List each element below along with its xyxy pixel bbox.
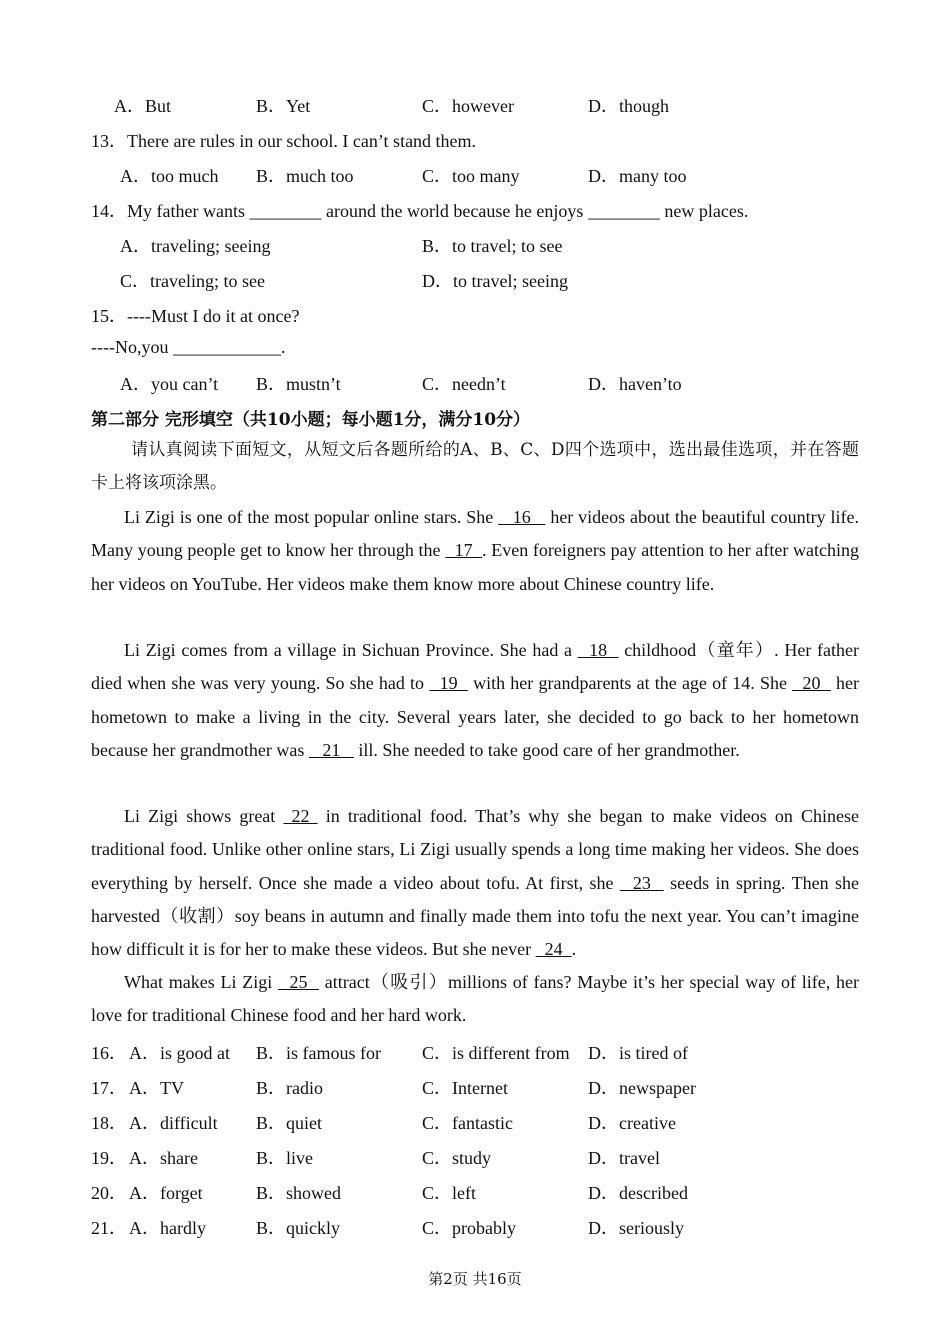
cloze-17-number: 17．: [91, 1078, 127, 1098]
cloze-20-number: 20．: [91, 1183, 127, 1203]
q12-option-a: A．But: [114, 96, 172, 116]
blank-24: 24: [535, 939, 572, 960]
cloze-16-number: 16．: [91, 1043, 127, 1063]
q12-option-c: C．however: [422, 96, 514, 116]
cloze-16-option-a: A．is good at: [129, 1043, 230, 1063]
q12-option-d: D．though: [588, 96, 669, 116]
cloze-21-number: 21．: [91, 1218, 127, 1238]
section-title: 第二部分 完形填空（共10小题；每小题1分，满分10分）: [91, 410, 531, 430]
cloze-21-option-c: C．probably: [422, 1218, 516, 1238]
cloze-20-option-a: A．forget: [129, 1183, 203, 1203]
cloze-19-option-a: A．share: [129, 1148, 198, 1168]
blank-22: 22: [283, 806, 318, 826]
passage-paragraph-2: Li Zigi comes from a village in Sichuan Province. She had a 18 childhood（童年）. Her father died when she was very young. So she had to 19 with her grandparents at the age of 14. She 20 her hometown to make a living in the city. Several years later, she decided to go back to her hometown because her grandmother was 21 ill. She needed to take good care of her grandmother.: [91, 640, 860, 760]
cloze-19-option-b: B．live: [256, 1148, 313, 1168]
q14-option-d: D．to travel; seeing: [422, 271, 568, 291]
cloze-17-option-d: D．newspaper: [588, 1078, 696, 1098]
cloze-19-option-c: C．study: [422, 1148, 492, 1168]
q15-option-b: B．mustn’t: [256, 374, 341, 394]
cloze-18-number: 18．: [91, 1113, 127, 1133]
q13-option-d: D．many too: [588, 166, 687, 186]
cloze-18-option-b: B．quiet: [256, 1113, 322, 1133]
blank-25: 25: [278, 972, 320, 992]
blank-18: 18: [577, 640, 619, 660]
q15-reply: ----No,you ____________.: [91, 337, 286, 357]
q12-option-b: B．Yet: [256, 96, 311, 116]
cloze-19-number: 19．: [91, 1148, 127, 1168]
q13-option-a: A．too much: [120, 166, 219, 186]
cloze-18-option-a: A．difficult: [129, 1113, 218, 1133]
section-instruction: 请认真阅读下面短文，从短文后各题所给的A、B、C、D四个选项中，选出最佳选项，并在答题卡上将该项涂黑。: [91, 440, 859, 494]
cloze-17-option-b: B．radio: [256, 1078, 323, 1098]
cloze-21-option-b: B．quickly: [256, 1218, 340, 1238]
q13-stem: 13．There are rules in our school. I can’t stand them.: [91, 131, 477, 151]
q13-option-b: B．much too: [256, 166, 354, 186]
passage-paragraph-3: Li Zigi shows great 22 in traditional food. That’s why she began to make videos on Chinese traditional food. Unlike other online stars, Li Zigi usually spends a long time making her videos. She does everything by herself. Once she made a video about tofu. At first, she 23 seeds in spring. Then she harvested（收割）soy beans in autumn and finally made them into tofu the next year. You can’t imagine how difficult it is for her to make these videos. But she never 24 .: [91, 806, 860, 960]
q15-option-d: D．haven’to: [588, 374, 682, 394]
blank-20: 20: [792, 673, 831, 694]
cloze-20-option-b: B．showed: [256, 1183, 341, 1203]
cloze-18-option-d: D．creative: [588, 1113, 676, 1133]
cloze-21-option-d: D．seriously: [588, 1218, 684, 1238]
cloze-17-option-a: A．TV: [129, 1078, 184, 1098]
q14-option-a: A．traveling; seeing: [120, 236, 271, 256]
cloze-17-option-c: C．Internet: [422, 1078, 508, 1098]
cloze-18-option-c: C．fantastic: [422, 1113, 513, 1133]
cloze-21-option-a: A．hardly: [129, 1218, 206, 1238]
q15-option-c: C．needn’t: [422, 374, 506, 394]
blank-21: 21: [308, 739, 354, 760]
blank-17: 17: [445, 540, 483, 561]
cloze-20-option-c: C．left: [422, 1183, 476, 1203]
page-footer: 第2页 共16页: [428, 1270, 522, 1288]
cloze-16-option-d: D．is tired of: [588, 1043, 688, 1063]
blank-23: 23: [619, 872, 664, 893]
blank-19: 19: [429, 673, 468, 694]
q14-option-b: B．to travel; to see: [422, 236, 563, 256]
cloze-20-option-d: D．described: [588, 1183, 688, 1203]
q15-option-a: A．you can’t: [120, 374, 219, 394]
blank-16: 16: [498, 507, 546, 527]
cloze-19-option-d: D．travel: [588, 1148, 660, 1168]
passage-paragraph-1: Li Zigi is one of the most popular online stars. She 16 her videos about the beautiful country life. Many young people get to know her through the 17 . Even foreigners pay attention to her after watching her videos on YouTube. Her videos make them know more about Chinese country life.: [91, 507, 860, 594]
q14-stem: 14．My father wants ________ around the world because he enjoys ________ new places.: [91, 201, 749, 221]
q15-stem: 15．----Must I do it at once?: [91, 306, 300, 326]
q14-option-c: C．traveling; to see: [120, 271, 265, 291]
passage-paragraph-4: What makes Li Zigi 25 attract（吸引）millions of fans? Maybe it’s her special way of life, her love for traditional Chinese food and her hard work.: [91, 972, 859, 1026]
q13-option-c: C．too many: [422, 166, 520, 186]
cloze-16-option-c: C．is different from: [422, 1043, 570, 1063]
cloze-16-option-b: B．is famous for: [256, 1043, 381, 1063]
